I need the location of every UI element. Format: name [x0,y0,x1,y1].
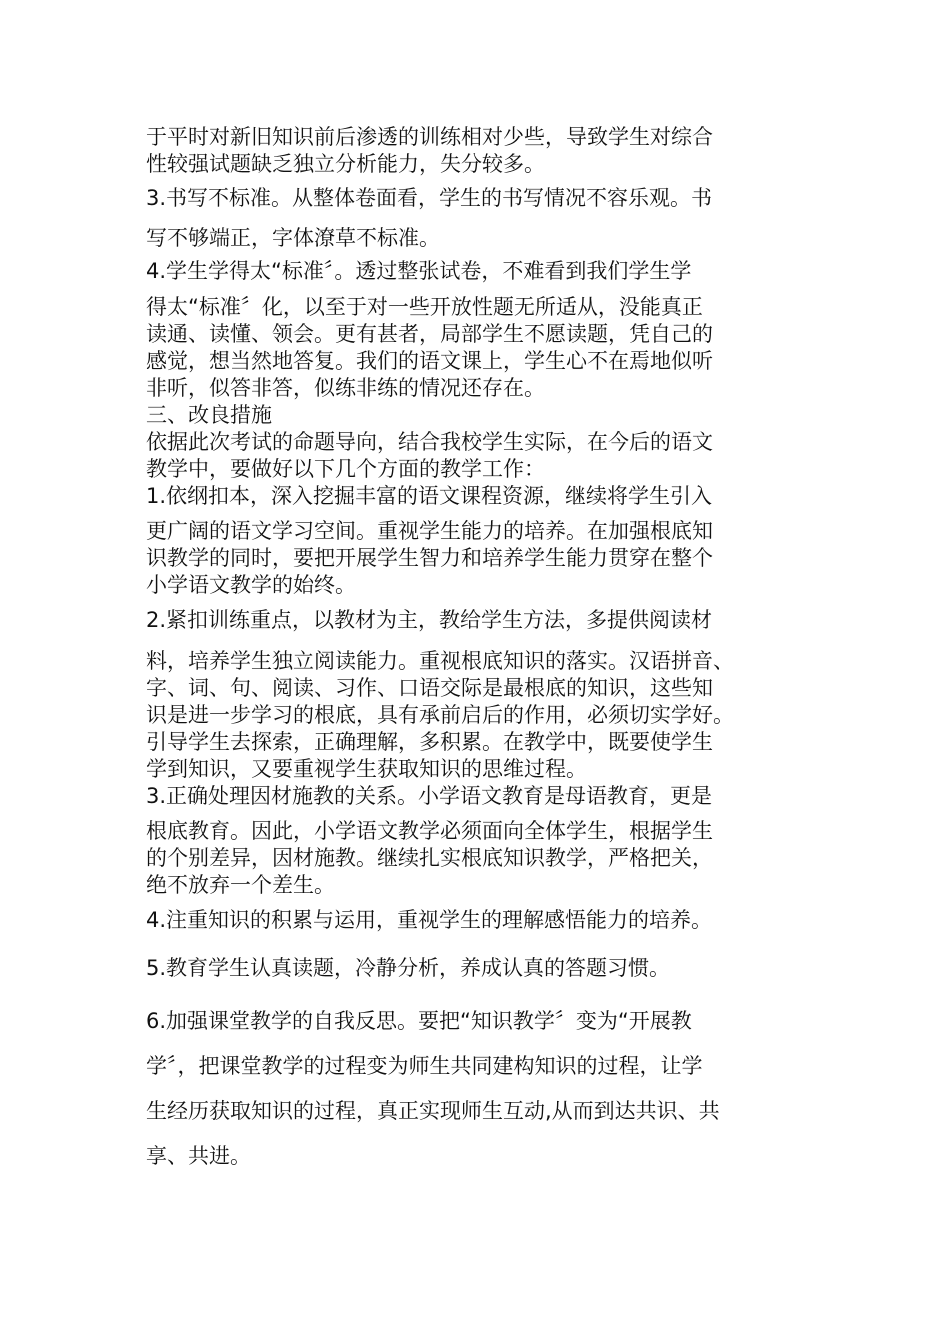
paragraph [146,185,826,212]
paragraph [146,225,826,252]
text-line: 4.注重知识的积累与运用，重视学生的理解感悟能力的培养。 [146,908,713,932]
text-line: 依据此次考试的命题导向，结合我校学生实际，在今后的语文 [146,430,713,454]
text-line: 享、共进。 [146,1144,251,1168]
text-line: 2.紧扣训练重点，以教材为主，教给学生方法，多提供阅读材 [146,608,713,632]
text-line: 绝不放弃一个差生。 [146,873,335,897]
section-heading: 三、改良措施 [146,403,272,427]
text-line: 教学中，要做好以下几个方面的教学工作： [146,457,545,481]
text-line: 于平时对新旧知识前后渗透的训练相对少些，导致学生对综合 [146,125,713,149]
paragraph [146,607,826,634]
text-line: 非听，似答非答，似练非练的情况还存在。 [146,376,545,400]
paragraph [146,818,826,899]
text-line: 料，培养学生独立阅读能力。重视根底知识的落实。汉语拼音、 [146,649,734,673]
text-line: 感觉，想当然地答复。我们的语文课上，学生心不在焉地似听 [146,349,713,373]
text-line: 性较强试题缺乏独立分析能力，失分较多。 [146,152,545,176]
text-line: 小学语文教学的始终。 [146,573,356,597]
text-line: 更广阔的语文学习空间。重视学生能力的培养。在加强根底知 [146,519,713,543]
text-line: 3.书写不标准。从整体卷面看，学生的书写情况不容乐观。书 [146,186,713,210]
paragraph [146,518,826,599]
text-line: 1.依纲扣本，深入挖掘丰富的语文课程资源，继续将学生引入 [146,484,713,508]
paragraph [146,907,826,934]
text-line: 识教学的同时，要把开展学生智力和培养学生能力贯穿在整个 [146,546,713,570]
paragraph [146,483,826,510]
text-line: 的个别差异，因材施教。继续扎实根底知识教学，严格把关， [146,846,713,870]
text-line: 根底教育。因此，小学语文教学必须面向全体学生，根据学生 [146,819,713,843]
text-line: 学〞，把课堂教学的过程变为师生共同建构知识的过程，让学 [146,1054,703,1078]
text-line: 写不够端正，字体潦草不标准。 [146,226,440,250]
text-line: 3.正确处理因材施教的关系。小学语文教育是母语教育，更是 [146,784,713,808]
text-line: 学到知识，又要重视学生获取知识的思维过程。 [146,757,587,781]
text-line: 得太“标准〞化，以至于对一些开放性题无所适从，没能真正 [146,295,703,319]
text-line: 5.教育学生认真读题，冷静分析，养成认真的答题习惯。 [146,956,671,980]
paragraph [146,648,826,783]
text-line: 6.加强课堂教学的自我反思。要把“知识教学〞变为“开展教 [146,1009,692,1033]
paragraph [146,1008,826,1170]
text-line: 识是进一步学习的根底，具有承前启后的作用，必须切实学好。 [146,703,734,727]
text-line: 引导学生去探索，正确理解，多积累。在教学中，既要使学生 [146,730,713,754]
paragraph [146,783,826,810]
paragraph [146,258,826,285]
text-line: 读通、读懂、领会。更有甚者，局部学生不愿读题，凭自己的 [146,322,713,346]
paragraph [146,294,826,483]
text-line: 字、词、句、阅读、习作、口语交际是最根底的知识，这些知 [146,676,713,700]
text-line: 4.学生学得太“标准〞。透过整张试卷，不难看到我们学生学 [146,259,692,283]
text-line: 生经历获取知识的过程，真正实现师生互动,从而到达共识、共 [146,1099,720,1123]
paragraph [146,124,826,178]
paragraph [146,955,826,982]
